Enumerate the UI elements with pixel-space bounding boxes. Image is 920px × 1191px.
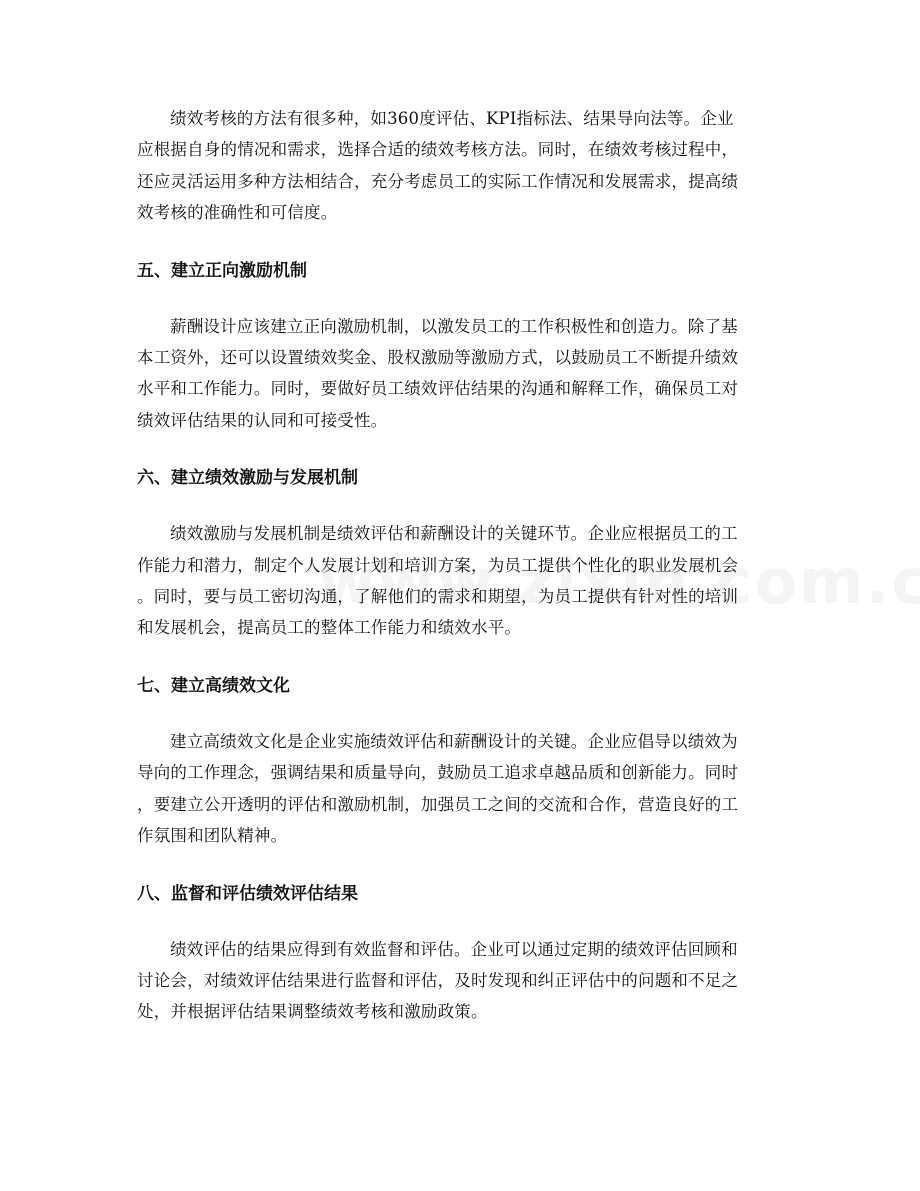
section-heading-6: 六、建立绩效激励与发展机制 [137,468,358,489]
paragraph-section-5 [137,311,783,437]
paragraph-section-6 [137,518,783,644]
paragraph-line: ，要建立公开透明的评估和激励机制，加强员工之间的交流和合作，营造良好的工 [137,794,739,814]
paragraph-intro [137,103,783,229]
paragraph-line: 绩效激励与发展机制是绩效评估和薪酬设计的关键环节。企业应根据员工的工 [170,524,738,544]
paragraph-line: 作氛围和团队精神。 [137,826,288,846]
paragraph-line: 和发展机会，提高员工的整体工作能力和绩效水平。 [137,618,522,638]
paragraph-line: 作能力和潜力，制定个人发展计划和培训方案，为员工提供个性化的职业发展机会 [137,555,739,575]
paragraph-line: 水平和工作能力。同时，要做好员工绩效评估结果的沟通和解释工作，确保员工对 [137,379,739,399]
paragraph-section-8 [137,934,783,1028]
paragraph-line: 处，并根据评估结果调整绩效考核和激励政策。 [137,1002,488,1022]
paragraph-line: 本工资外，还可以设置绩效奖金、股权激励等激励方式，以鼓励员工不断提升绩效 [137,348,739,368]
paragraph-line: 。同时，要与员工密切沟通，了解他们的需求和期望，为员工提供有针对性的培训 [137,587,739,607]
paragraph-line: 还应灵活运用多种方法相结合，充分考虑员工的实际工作情况和发展需求，提高绩 [137,171,739,191]
paragraph-line: 绩效评估结果的认同和可接受性。 [137,410,388,430]
paragraph-line: 效考核的准确性和可信度。 [137,203,338,223]
paragraph-line: 应根据自身的情况和需求，选择合适的绩效考核方法。同时，在绩效考核过程中， [137,140,739,160]
paragraph-line: 讨论会，对绩效评估结果进行监督和评估，及时发现和纠正评估中的问题和不足之 [137,970,739,990]
section-heading-7: 七、建立高绩效文化 [137,675,290,696]
paragraph-line: 薪酬设计应该建立正向激励机制，以激发员工的工作积极性和创造力。除了基 [170,316,738,336]
paragraph-line: 建立高绩效文化是企业实施绩效评估和薪酬设计的关键。企业应倡导以绩效为 [170,731,738,751]
section-heading-5: 五、建立正向激励机制 [137,260,307,281]
section-heading-8: 八、监督和评估绩效评估结果 [137,883,358,904]
paragraph-line: 绩效评估的结果应得到有效监督和评估。企业可以通过定期的绩效评估回顾和 [170,939,738,959]
paragraph-line: 导向的工作理念，强调结果和质量导向，鼓励员工追求卓越品质和创新能力。同时 [137,763,739,783]
paragraph-section-7 [137,726,783,852]
document-body [137,103,783,1028]
paragraph-line: 绩效考核的方法有很多种，如360度评估、KPI指标法、结果导向法等。企业 [170,109,734,128]
